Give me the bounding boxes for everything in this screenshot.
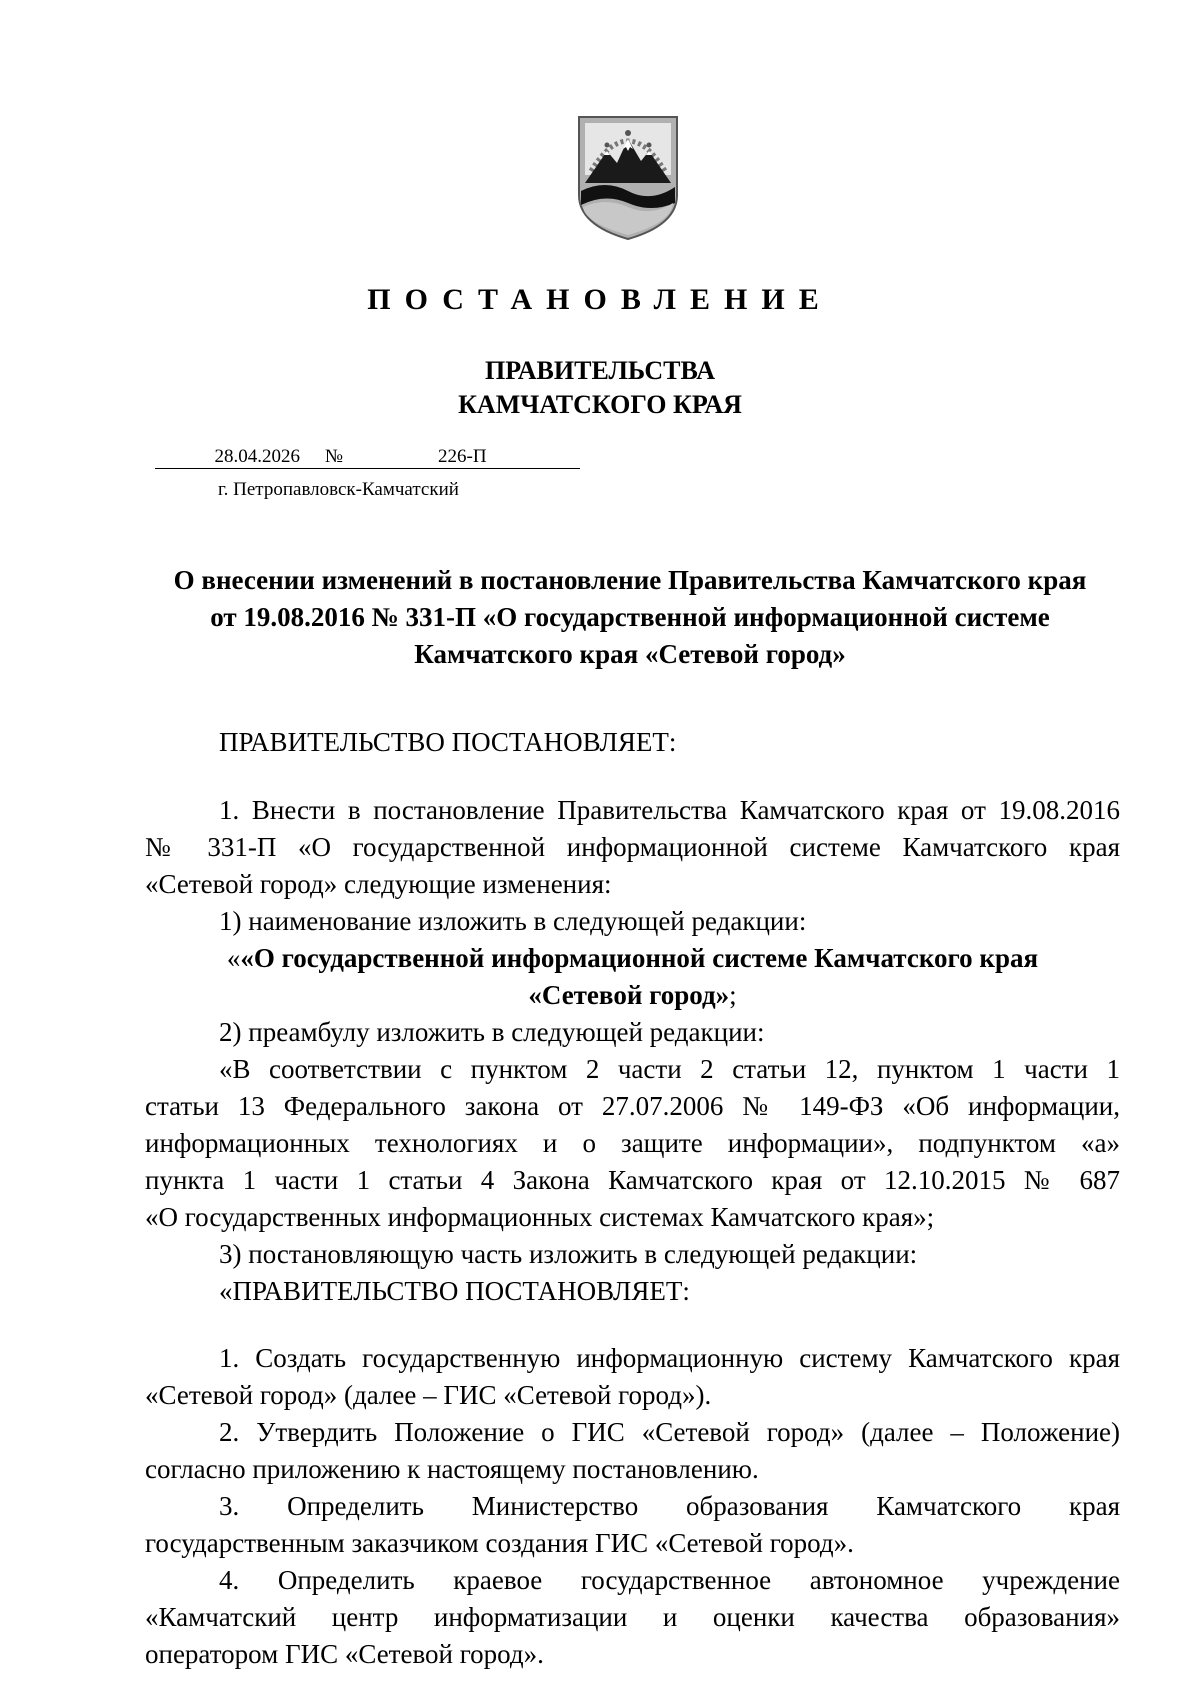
- point-3-line-2: государственным заказчиком создания ГИС «Сетевой город».: [145, 1528, 854, 1558]
- coat-of-arms-icon: [575, 113, 681, 241]
- registration-number-label: №: [300, 446, 368, 469]
- subitem-3: 3) постановляющую часть изложить в следующей редакции:: [219, 1239, 918, 1269]
- issuer-title: [0, 354, 1200, 422]
- point-2-line-2: согласно приложению к настоящему постановлению.: [145, 1454, 759, 1484]
- point-1-line-1: 1. Создать государственную информационную систему Камчатского края: [219, 1343, 1120, 1373]
- subitem-3-quote: «ПРАВИТЕЛЬСТВО ПОСТАНОВЛЯЕТ:: [219, 1276, 690, 1306]
- subitem-2-quote-line-4: пункта 1 части 1 статьи 4 Закона Камчатского края от 12.10.2015 № 687: [145, 1165, 1120, 1195]
- point-1-line-2: «Сетевой город» (далее – ГИС «Сетевой город»).: [145, 1380, 712, 1410]
- subitem-1-quote-line-2: [145, 977, 1120, 1014]
- subitem-1-quote-text-2: «Сетевой город»: [528, 980, 730, 1010]
- registration-city: г. Петропавловск-Камчатский: [218, 479, 459, 500]
- subitem-1-quote-line-1: ««О государственной информационной системе Камчатского края: [226, 943, 1039, 973]
- decree-call: ПРАВИТЕЛЬСТВО ПОСТАНОВЛЯЕТ:: [219, 727, 677, 757]
- subitem-1-quote-end: ;: [729, 980, 737, 1010]
- subject-line-1: О внесении изменений в постановление Правительства Камчатского края: [173, 565, 1087, 595]
- subitem-1-quote-text-1: «О государственной информационной системе Камчатского края: [240, 943, 1039, 973]
- subitem-2-quote-line-1: «В соответствии с пунктом 2 части 2 статьи 12, пунктом 1 части 1: [219, 1054, 1120, 1084]
- registration-number: 226-П: [368, 446, 580, 469]
- point-2-line-1: 2. Утвердить Положение о ГИС «Сетевой город» (далее – Положение): [219, 1417, 1120, 1447]
- subject-line-2: от 19.08.2016 № 331-П «О государственной информационной системе: [210, 602, 1050, 632]
- item1-line-1: 1. Внести в постановление Правительства Камчатского края от 19.08.2016: [219, 795, 1120, 825]
- issuer-line-1: ПРАВИТЕЛЬСТВА: [485, 356, 715, 385]
- document-type-title: ПОСТАНОВЛЕНИЕ: [367, 283, 833, 316]
- subitem-2-quote-line-3: информационных технологиях и о защите информации», подпунктом «а»: [145, 1128, 1120, 1158]
- subitem-2-quote-line-2: статьи 13 Федерального закона от 27.07.2006 № 149-ФЗ «Об информации,: [145, 1091, 1120, 1121]
- point-3-line-1: 3. Определить Министерство образования Камчатского края: [219, 1491, 1120, 1521]
- document-subject: [140, 562, 1120, 673]
- item1-line-3: «Сетевой город» следующие изменения:: [145, 869, 612, 899]
- subitem-2-quote-line-5: «О государственных информационных системах Камчатского края»;: [145, 1202, 935, 1232]
- point-4-line-3: оператором ГИС «Сетевой город».: [145, 1639, 544, 1669]
- registration-date: 28.04.2026: [155, 446, 300, 469]
- issuer-line-2: КАМЧАТСКОГО КРАЯ: [458, 390, 742, 419]
- subitem-2: 2) преамбулу изложить в следующей редакции:: [219, 1017, 765, 1047]
- subitem-1: 1) наименование изложить в следующей редакции:: [219, 906, 807, 936]
- point-4-line-1: 4. Определить краевое государственное автономное учреждение: [219, 1565, 1120, 1595]
- point-4-line-2: «Камчатский центр информатизации и оценки качества образования»: [145, 1602, 1120, 1632]
- subject-line-3: Камчатского края «Сетевой город»: [414, 639, 846, 669]
- item1-line-2: № 331-П «О государственной информационной системе Камчатского края: [145, 832, 1120, 862]
